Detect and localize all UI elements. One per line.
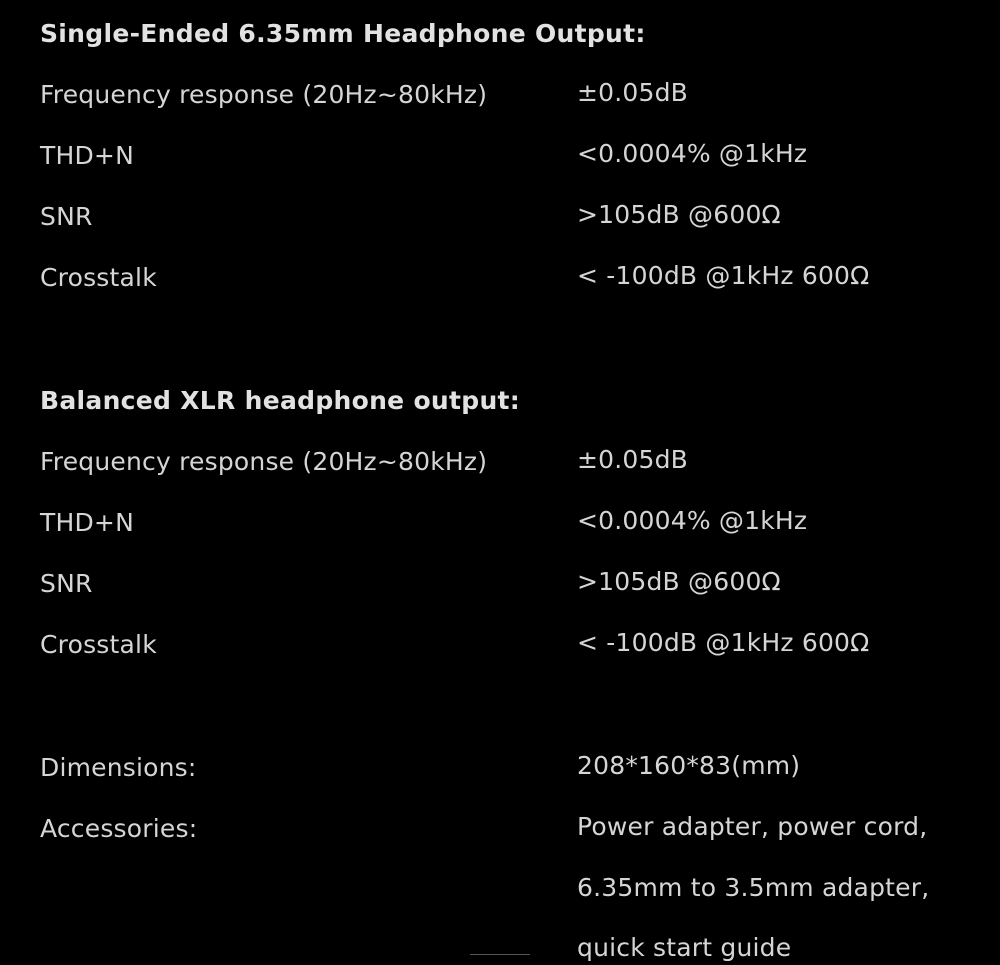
balanced-thd-value: <0.0004% @1kHz — [577, 506, 808, 535]
balanced-crosstalk-value: < -100dB @1kHz 600Ω — [577, 628, 870, 657]
accessories-value-line-2: 6.35mm to 3.5mm adapter, — [577, 873, 930, 902]
balanced-freq-value: ±0.05dB — [577, 445, 689, 474]
dimensions-value: 208*160*83(mm) — [577, 751, 801, 780]
single-ended-snr-value: >105dB @600Ω — [577, 200, 781, 229]
balanced-freq-label: Frequency response (20Hz~80kHz) — [40, 447, 488, 476]
single-ended-freq-label: Frequency response (20Hz~80kHz) — [40, 80, 488, 109]
balanced-snr-label: SNR — [40, 569, 93, 598]
accessories-value-line-3: quick start guide — [577, 933, 792, 962]
single-ended-freq-value: ±0.05dB — [577, 78, 689, 107]
single-ended-thd-value: <0.0004% @1kHz — [577, 139, 808, 168]
dimensions-label: Dimensions: — [40, 753, 197, 782]
single-ended-crosstalk-value: < -100dB @1kHz 600Ω — [577, 261, 870, 290]
balanced-heading: Balanced XLR headphone output: — [40, 386, 521, 415]
single-ended-heading: Single-Ended 6.35mm Headphone Output: — [40, 19, 646, 48]
single-ended-thd-label: THD+N — [40, 141, 134, 170]
accessories-label: Accessories: — [40, 814, 198, 843]
balanced-thd-label: THD+N — [40, 508, 134, 537]
accessories-value-line-1: Power adapter, power cord, — [577, 812, 928, 841]
single-ended-snr-label: SNR — [40, 202, 93, 231]
single-ended-crosstalk-label: Crosstalk — [40, 263, 157, 292]
balanced-snr-value: >105dB @600Ω — [577, 567, 781, 596]
balanced-crosstalk-label: Crosstalk — [40, 630, 157, 659]
